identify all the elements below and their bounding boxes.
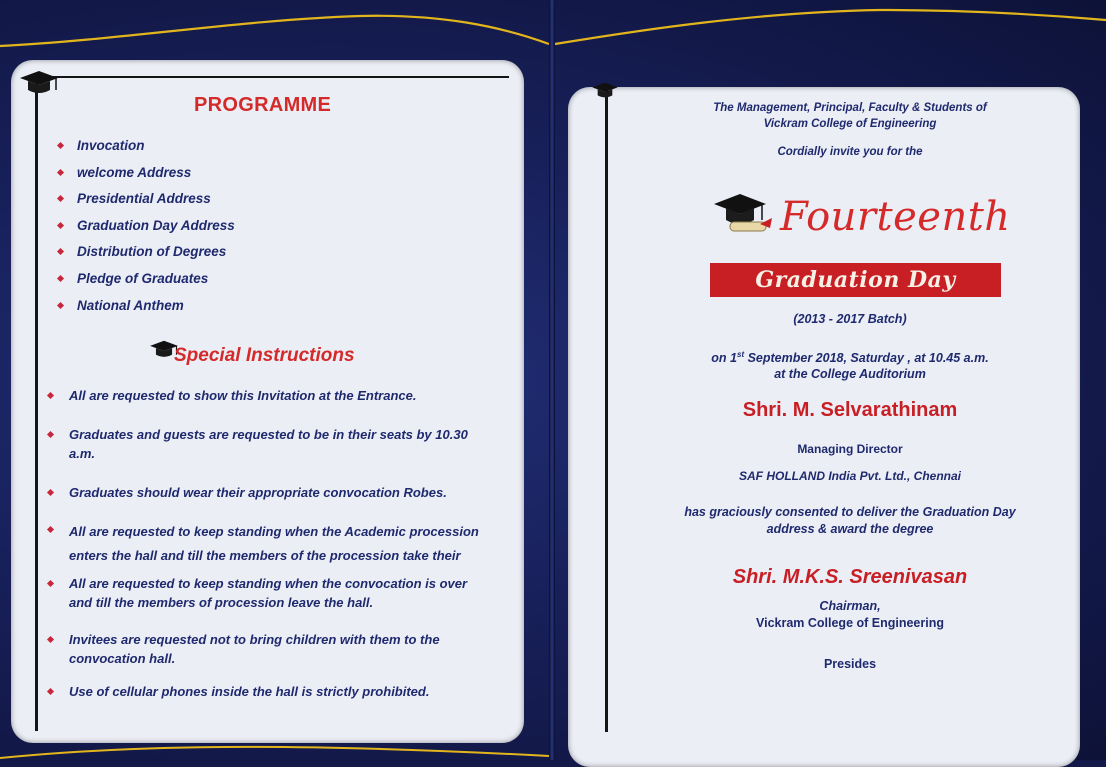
- list-item: Invocation: [58, 137, 235, 164]
- list-item: Invitees are requested not to bring children with them to the convocation hall.: [48, 630, 498, 668]
- guest-title: Managing Director: [797, 442, 903, 456]
- guest-company: SAF HOLLAND India Pvt. Ltd., Chennai: [739, 469, 961, 483]
- event-title: Graduation Day: [755, 267, 956, 293]
- diamond-bullet-icon: [57, 195, 64, 202]
- special-instructions-title: Special Instructions: [174, 345, 355, 366]
- list-item: welcome Address: [58, 164, 235, 191]
- chief-guest-name: Shri. M. Selvarathinam: [742, 399, 958, 421]
- list-item: Graduation Day Address: [58, 217, 235, 244]
- batch-line: (2013 - 2017 Batch): [793, 312, 907, 326]
- right-vertical-rule: [605, 84, 608, 732]
- diamond-bullet-icon: [57, 222, 64, 229]
- list-item: Graduates and guests are requested to be in their seats by 10.30 a.m.: [48, 425, 488, 463]
- ordinal-title: Fourteenth: [780, 194, 1011, 240]
- diamond-bullet-icon: [57, 169, 64, 176]
- intro-line: The Management, Principal, Faculty & Students of: [713, 102, 987, 114]
- presides-label: Presides: [823, 657, 877, 671]
- venue-line: at the College Auditorium: [774, 367, 926, 381]
- consent-line: has graciously consented to deliver the Graduation Day: [684, 505, 1016, 519]
- presider-org: Vickram College of Engineering: [755, 616, 944, 630]
- list-item: All are requested to show this Invitation at the Entrance.: [48, 386, 518, 405]
- list-item: Graduates should wear their appropriate convocation Robes.: [48, 483, 518, 502]
- list-item: All are requested to keep standing when the Academic procession enters the hall and till the members of the procession take their: [48, 520, 518, 568]
- presider-title: Chairman,: [819, 599, 881, 613]
- list-item: Presidential Address: [58, 190, 235, 217]
- diamond-bullet-icon: [57, 275, 64, 282]
- date-line: on 1st September 2018, Saturday , at 10.45 a.m.: [711, 350, 989, 366]
- list-item: Use of cellular phones inside the hall is strictly prohibited.: [48, 682, 518, 701]
- left-vertical-rule: [35, 76, 38, 731]
- presider-name: Shri. M.K.S. Sreenivasan: [732, 566, 968, 588]
- diamond-bullet-icon: [57, 142, 64, 149]
- programme-title: PROGRAMME: [194, 94, 332, 116]
- list-item: Distribution of Degrees: [58, 243, 235, 270]
- cordially-line: Cordially invite you for the: [777, 146, 923, 158]
- list-item: National Anthem: [58, 297, 235, 324]
- graduation-cap-scroll-icon: [710, 192, 774, 236]
- programme-list: [58, 137, 235, 323]
- list-item: Pledge of Graduates: [58, 270, 235, 297]
- graduation-cap-icon: [18, 70, 60, 100]
- graduation-day-banner: [710, 263, 1001, 297]
- graduation-cap-icon: [590, 82, 620, 102]
- diamond-bullet-icon: [57, 248, 64, 255]
- consent-line: address & award the degree: [766, 522, 934, 536]
- college-line: Vickram College of Engineering: [763, 118, 937, 130]
- list-item: All are requested to keep standing when the convocation is over and till the members of procession leave the hall.: [48, 574, 488, 612]
- diamond-bullet-icon: [57, 302, 64, 309]
- center-fold: [549, 0, 555, 760]
- left-top-rule: [37, 76, 509, 78]
